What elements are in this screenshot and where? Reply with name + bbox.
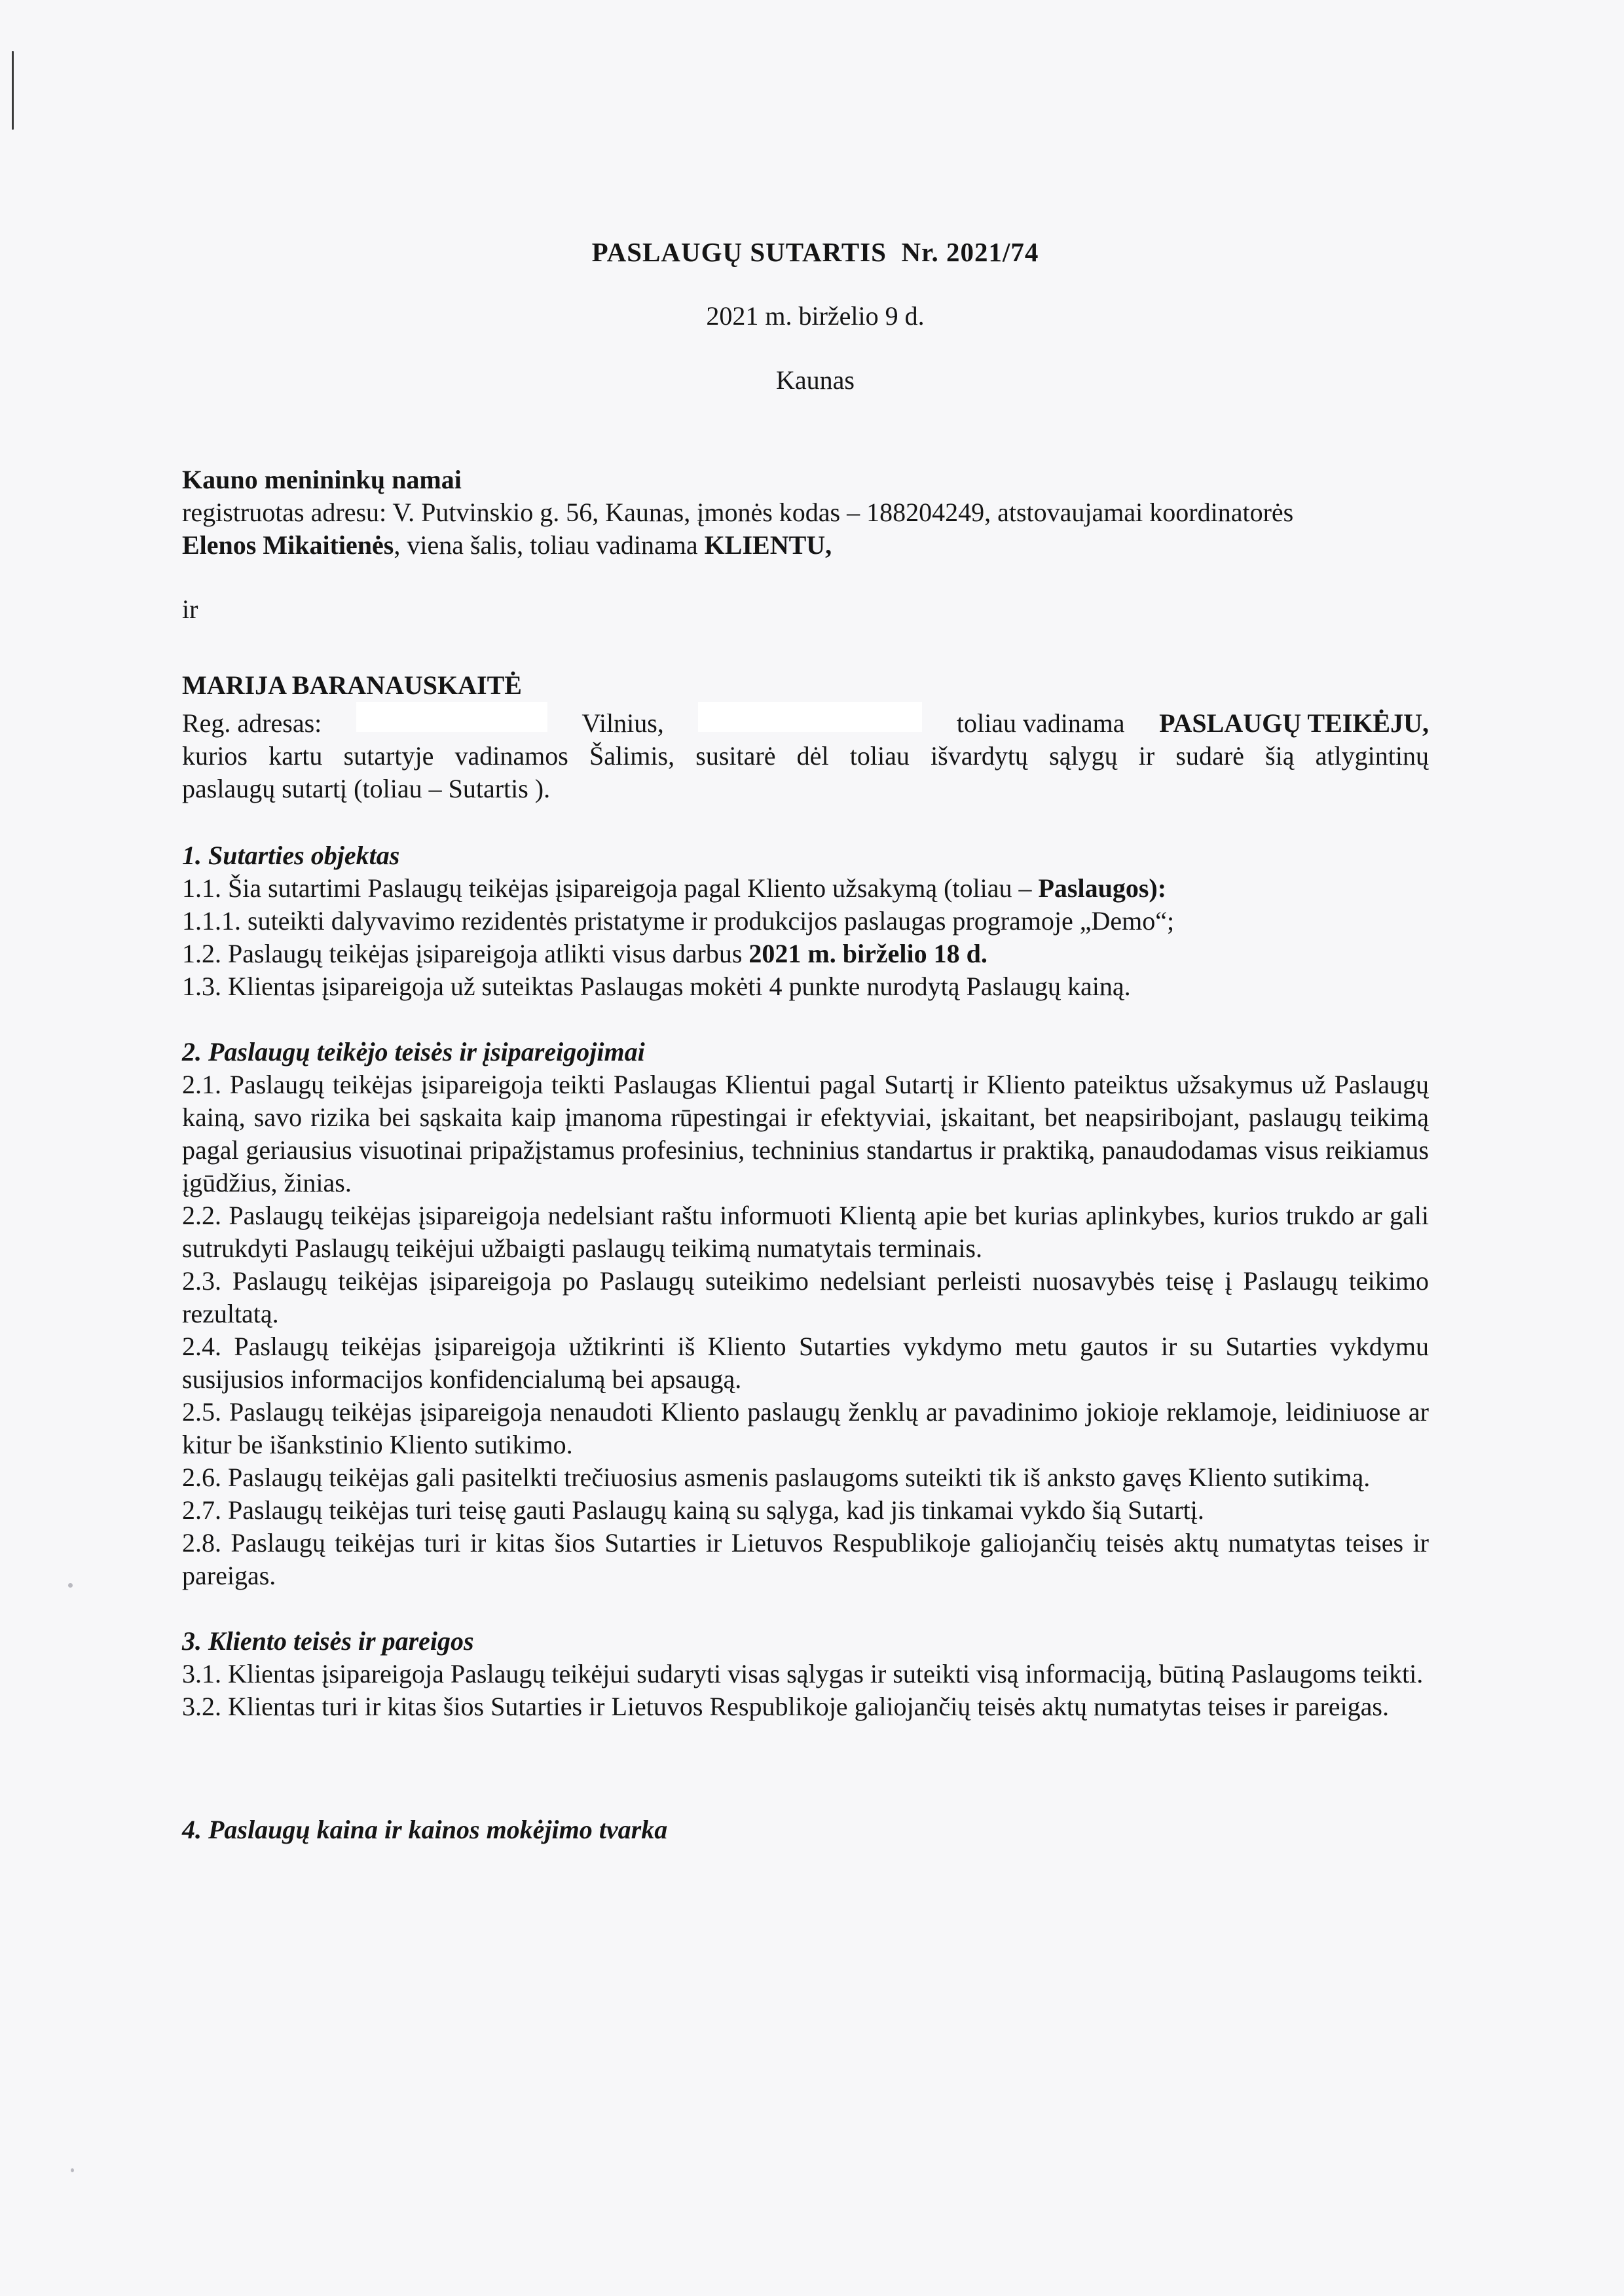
section-2 <box>182 1036 1429 1592</box>
document-date: 2021 m. birželio 9 d. <box>706 301 925 331</box>
provider-role: PASLAUGŲ TEIKĖJU, <box>1159 708 1429 738</box>
document-title: PASLAUGŲ SUTARTIS Nr. 2021/74 <box>591 237 1039 267</box>
client-role: KLIENTU, <box>704 530 832 560</box>
clause-2-3: 2.3. Paslaugų teikėjas įsipareigoja po Paslaugų suteikimo nedelsiant perleisti nuosavybės teisę į Paslaugų teikimo rezultatą. <box>182 1266 1429 1328</box>
provider-party-block <box>182 669 1429 805</box>
provider-name: MARIJA BARANAUSKAITĖ <box>182 670 522 700</box>
clause-3-2: 3.2. Klientas turi ir kitas šios Sutarties ir Lietuvos Respublikoje galiojančių teisės aktų numatytas teises ir pareigas. <box>182 1692 1389 1721</box>
clause-2-6: 2.6. Paslaugų teikėjas gali pasitelkti trečiuosius asmenis paslaugoms suteikti tik iš anksto gavęs Kliento sutikimą. <box>182 1463 1371 1492</box>
clause-2-7: 2.7. Paslaugų teikėjas turi teisę gauti Paslaugų kainą su sąlyga, kad jis tinkamai vykdo šią Sutartį. <box>182 1495 1204 1525</box>
clause-1-3: 1.3. Klientas įsipareigoja už suteiktas Paslaugas mokėti 4 punkte nurodytą Paslaugų kainą. <box>182 972 1131 1001</box>
section-1-heading: 1. Sutarties objektas <box>182 841 400 870</box>
scan-speck <box>71 2168 74 2172</box>
conjunction: ir <box>182 594 198 624</box>
clause-1-1-1: 1.1.1. suteikti dalyvavimo rezidentės pristatyme ir produkcijos paslaugas programoje „Demo“; <box>182 906 1175 936</box>
provider-agreement-line: kurios kartu sutartyje vadinamos Šalimis, susitarė dėl toliau išvardytų sąlygų ir sudarė šią atlygintinų <box>182 741 1429 771</box>
clause-2-8: 2.8. Paslaugų teikėjas turi ir kitas šios Sutarties ir Lietuvos Respublikoje galiojančių teisės aktų numatytas teises ir pareigas. <box>182 1528 1429 1590</box>
redacted-field <box>356 702 547 732</box>
section-4-heading: 4. Paslaugų kaina ir kainos mokėjimo tvarka <box>182 1815 668 1844</box>
section-4 <box>182 1813 1429 1846</box>
client-address-line: registruotas adresu: V. Putvinskio g. 56, Kaunas, įmonės kodas – 188204249, atstovaujamai koordinatorės <box>182 498 1294 527</box>
client-representative-line: Elenos Mikaitienės, viena šalis, toliau vadinama KLIENTU, <box>182 530 832 560</box>
section-1 <box>182 839 1429 1003</box>
redacted-field <box>698 702 922 732</box>
clause-2-4: 2.4. Paslaugų teikėjas įsipareigoja užtikrinti iš Kliento Sutarties vykdymo metu gautos ir su Sutarties vykdymu susijusios informacijos konfidencialumą bei apsaugą. <box>182 1332 1429 1394</box>
provider-address-line: Reg. adresas: Vilnius, toliau vadinama PASLAUGŲ TEIKĖJU, <box>182 702 1429 740</box>
section-2-heading: 2. Paslaugų teikėjo teisės ir įsipareigojimai <box>182 1037 645 1066</box>
client-name: Kauno menininkų namai <box>182 465 462 494</box>
scan-speck <box>68 1583 73 1588</box>
client-representative: Elenos Mikaitienės <box>182 530 394 560</box>
provider-agreement-line-end: paslaugų sutartį (toliau – Sutartis ). <box>182 774 551 803</box>
contract-body <box>182 236 1429 1846</box>
clause-1-2: 1.2. Paslaugų teikėjas įsipareigoja atlikti visus darbus 2021 m. birželio 18 d. <box>182 939 987 968</box>
document-city: Kaunas <box>776 365 855 395</box>
section-3-heading: 3. Kliento teisės ir pareigos <box>182 1626 474 1656</box>
clause-2-1: 2.1. Paslaugų teikėjas įsipareigoja teikti Paslaugas Klientui pagal Sutartį ir Kliento pateiktus užsakymus už Paslaugų kainą, savo rizika bei sąskaita kaip įmanoma rūpestingai ir efektyviai, įskaitant, bet neapsiribojant, paslaugų teikimą pagal geriausius visuotinai pripažįstamus profesinius, techninius standartus ir praktiką, panaudodamas visus reikiamus įgūdžius, žinias. <box>182 1070 1429 1197</box>
clause-3-1: 3.1. Klientas įsipareigoja Paslaugų teikėjui sudaryti visas sąlygas ir suteikti visą informaciją, būtiną Paslaugoms teikti. <box>182 1659 1424 1688</box>
scan-edge-mark <box>12 51 14 130</box>
clause-1-1: 1.1. Šia sutartimi Paslaugų teikėjas įsipareigoja pagal Kliento užsakymą (toliau – Paslaugos): <box>182 873 1167 903</box>
clause-2-5: 2.5. Paslaugų teikėjas įsipareigoja nenaudoti Kliento paslaugų ženklų ar pavadinimo jokioje reklamoje, leidiniuose ar kitur be išankstinio Kliento sutikimo. <box>182 1397 1429 1459</box>
section-3 <box>182 1625 1429 1723</box>
clause-2-2: 2.2. Paslaugų teikėjas įsipareigoja nedelsiant raštu informuoti Klientą apie bet kurias aplinkybes, kurios trukdo ar gali sutrukdyti Paslaugų teikėjui užbaigti paslaugų teikimą numatytais terminais. <box>182 1201 1429 1263</box>
client-party-block <box>182 464 1429 562</box>
